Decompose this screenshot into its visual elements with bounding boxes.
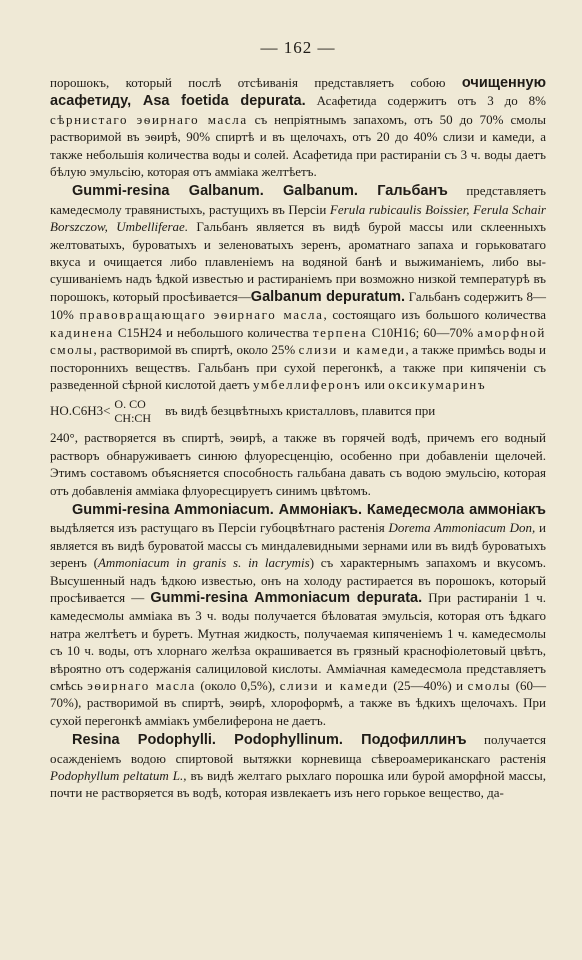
spaced-term: смолы [467, 678, 512, 693]
latin-name: Dorema Ammoniacum Don, [388, 520, 536, 536]
text: выдѣляется изъ растущаго въ Персіи губоцвѣтнаго растенія [50, 520, 389, 536]
text: представляетъ камедесмолу травянистыхъ, растущихъ въ Персіи [50, 183, 546, 217]
text: или [361, 376, 389, 392]
formula-bottom: CH:CH [114, 411, 152, 426]
term-heading: Gummi-resina Ammoniacum depurata. [150, 589, 423, 606]
latin-name: Ammoniacum in granis s. in lacrymis [97, 555, 310, 571]
term-heading: Galbanum depuratum. [250, 288, 406, 305]
text: (60—70%), растворимой въ спиртѣ, эѳирѣ, хлороформѣ, а также въ ѣдкихъ щелочахъ. При сухой перегонкѣ амміакъ умбелиферона не даетъ. [50, 678, 546, 728]
paragraph-podophyllinum [50, 731, 546, 802]
spaced-term: сѣрнистаго эѳирнаго масла [50, 111, 248, 127]
text: C10H16; 60—70% [367, 324, 478, 340]
spaced-term: эѳирнаго масла [87, 678, 196, 693]
text: порошокъ, который послѣ отсѣиванія представляетъ собою [50, 75, 462, 90]
text: въ видѣ желтаго рыхлаго порошка или бурой аморфной массы, почти не растворяется въ водѣ, которая извлекаетъ изъ него горькое вещество, да- [50, 768, 547, 801]
text: Гальбанъ является въ видѣ бурой массы или склеенныхъ желтоватыхъ, буроватыхъ и зеленоватыхъ зеренъ, ароматнаго запаха и горьковатаго вкуса и очищается либо плавленіемъ на водяной банѣ и выжиманіемъ, либо высушиваніемъ надъ ѣдкой известью и растираніемъ при возможно низкой температурѣ въ порошокъ, который просѣивается— [50, 219, 546, 304]
formula-fraction [114, 397, 151, 425]
text: , состоящаго изъ большого количества [323, 307, 546, 323]
paragraph-galbanum [50, 182, 546, 393]
text: и является въ видѣ буроватой массы съ миндалевидными зернами или въ видѣ буроватыхъ зеренъ ( [50, 520, 546, 571]
section-heading-galbanum: Gummi-resina Galbanum. Galbanum. Гальбанъ [72, 183, 448, 200]
page-number: — 162 — [260, 38, 336, 57]
text: Асафетида содержитъ отъ 3 до 8% [305, 93, 546, 109]
spaced-term: кадинена [50, 324, 114, 340]
spaced-term: умбеллиферонъ [252, 376, 362, 392]
chemical-formula [50, 397, 546, 425]
spaced-term: аморфной смолы [50, 324, 546, 358]
spaced-term: оксикумаринъ [388, 376, 487, 392]
text: 240°, растворяется въ спиртѣ, эѳирѣ, а также въ горячей водѣ, причемъ его водный растворъ обнаруживаетъ синюю флуоресценцію, особенно при добавленіи щелочей. Этимъ составомъ объясняется способность гальбана давать съ водою эмульсію, которая отъ добавленія амміака флуоресцируетъ синимъ цвѣтомъ. [50, 430, 546, 498]
spaced-term: слизи и камеди [298, 342, 406, 358]
section-heading-ammoniacum: Gummi-resina Ammoniacum. Аммоніакъ. Камедесмола аммоніакъ [72, 501, 546, 518]
formula-top: O. CO [114, 397, 146, 412]
formula-text: въ видѣ безцвѣтныхъ кристалловъ, плавится при [165, 403, 436, 419]
text: Гальбанъ содержитъ 8—10% [50, 288, 546, 323]
spaced-term: слизи и камеди [279, 678, 389, 693]
spaced-term: правовращающаго эѳирнаго масла [79, 307, 324, 323]
latin-name: Ferula rubicaulis Boissier, Ferula Schair Borszczow, Umbelliferae. [50, 201, 546, 235]
text: получается осажденіемъ водою спиртовой вытяжки корневища сѣвероамериканскаго растенія [50, 732, 546, 766]
term-heading: очищенную асафетиду, Asa foetida depurata. [50, 75, 546, 110]
text: ) съ характернымъ запахомъ и вкусомъ. Высушенный надъ ѣдкою известью, онъ на холоду растирается въ порошокъ, который просѣивается — [50, 555, 546, 605]
formula-left: HO.C6H3< [50, 403, 111, 419]
section-heading-podophyllinum: Resina Podophylli. Podophyllinum. Подофиллинъ [72, 732, 467, 749]
text: (25—40%) и [388, 678, 468, 693]
latin-name: Podophyllum peltatum L., [50, 768, 187, 784]
text: (около 0,5%), [195, 678, 280, 693]
paragraph-galbanum-continued [50, 429, 546, 499]
text: При растираніи 1 ч. камедесмолы амміака въ 3 ч. воды получается бѣловатая эмульсія, которая отъ ѣдкаго натра желтѣетъ и буретъ. Мутная жидкость, получаемая кипяченіемъ 1 ч. камедесмолы съ 10 ч. воды, отъ хлорнаго желѣза окрашивается въ грязный краснофіолетовый цвѣтъ, вѣроятно отъ содержанія салициловой кислоты. Амміачная камедесмола представляетъ смѣсь [50, 589, 547, 693]
text: , а также примѣсь воды и постороннихъ веществъ. Гальбанъ при сухой перегонкѣ, а также при кипяченіи съ разведенной сѣрной кислотой даетъ [50, 342, 546, 392]
text: , растворимой въ спиртѣ, около 25% [93, 342, 299, 358]
text: съ непріятнымъ запахомъ, отъ 50 до 70% смолы растворимой въ эѳирѣ, 90% спиртѣ и въ щелочахъ, отъ 20 до 40% слизи и камеди, а также небольшія количества воды и солей. Асафетида при растираніи съ 3 ч. воды даетъ бѣлую эмульсію, которая отъ амміака желтѣетъ. [50, 111, 546, 180]
paragraph-asafetida [50, 74, 546, 180]
spaced-term: терпена [312, 324, 368, 340]
text: C15H24 и небольшого количества [113, 324, 313, 340]
paragraph-ammoniacum [50, 501, 546, 729]
